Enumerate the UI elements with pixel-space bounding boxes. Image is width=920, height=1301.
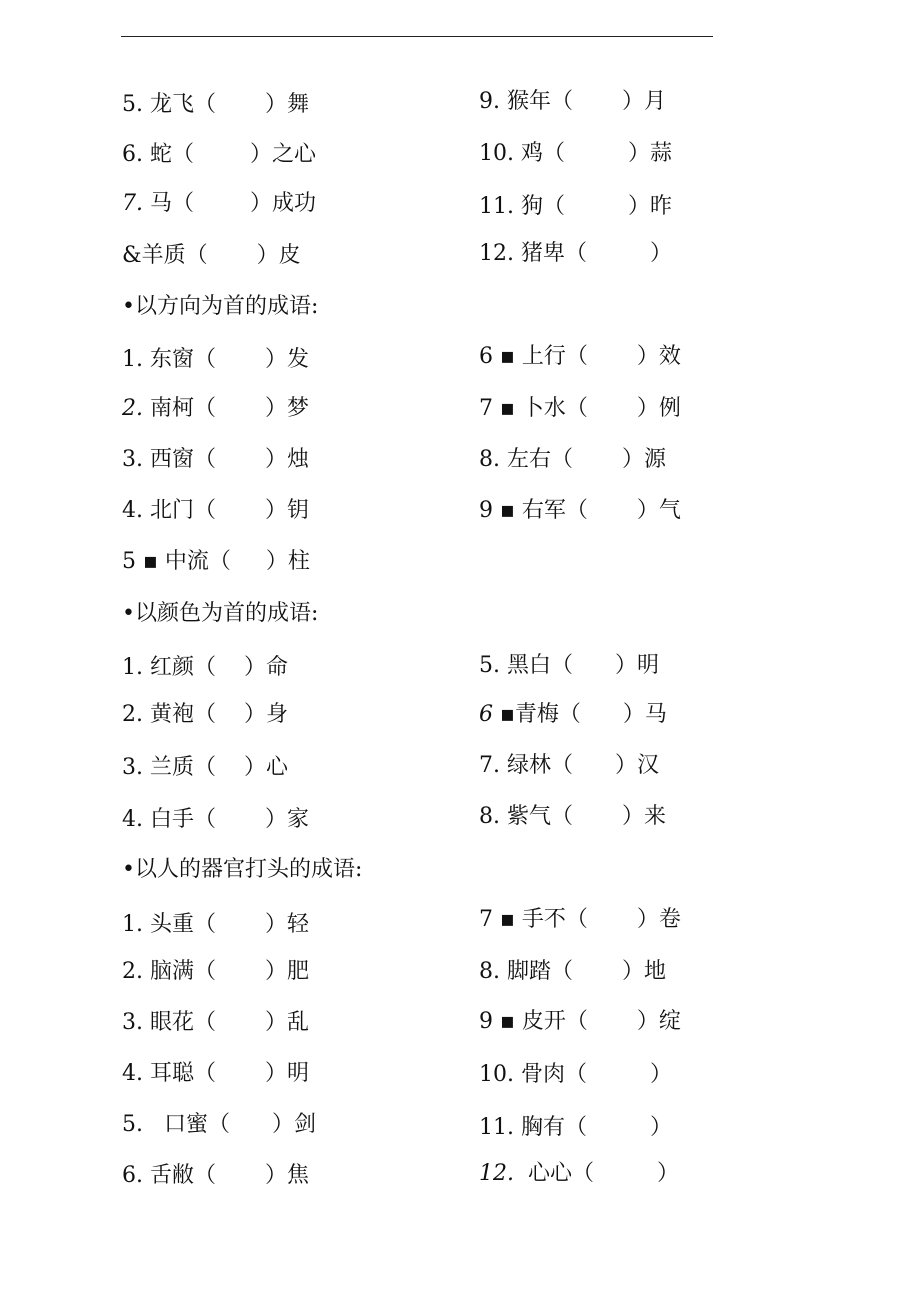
idiom-item bbox=[122, 395, 309, 423]
idiom-item bbox=[479, 752, 659, 780]
item-prefix: 黄袍（ bbox=[149, 702, 216, 727]
item-number: 6. bbox=[122, 142, 150, 167]
item-prefix: 紫气（ bbox=[506, 804, 573, 829]
idiom-item bbox=[122, 1060, 309, 1088]
item-suffix: ）源 bbox=[621, 447, 666, 472]
item-prefix: 红颜（ bbox=[149, 655, 216, 680]
item-number: 5. bbox=[122, 1112, 164, 1137]
answer-blank[interactable] bbox=[216, 1009, 265, 1037]
item-number: & bbox=[122, 243, 142, 268]
item-suffix: ）身 bbox=[243, 702, 288, 727]
idiom-item bbox=[479, 652, 659, 680]
item-number: 7 ▪ bbox=[479, 396, 522, 421]
idiom-item bbox=[122, 754, 288, 782]
item-suffix: ）例 bbox=[636, 396, 681, 421]
item-number: 10. bbox=[479, 141, 521, 166]
item-number: 1. bbox=[122, 912, 150, 937]
item-suffix: ）家 bbox=[264, 807, 309, 832]
item-suffix: ）发 bbox=[264, 347, 309, 372]
item-number: 2. bbox=[122, 959, 150, 984]
answer-blank[interactable] bbox=[588, 906, 637, 934]
item-suffix: ）汉 bbox=[614, 753, 659, 778]
idiom-item bbox=[479, 1008, 681, 1036]
item-number: 8. bbox=[479, 959, 507, 984]
item-prefix: 左右（ bbox=[506, 447, 573, 472]
item-prefix: 胸有（ bbox=[520, 1115, 587, 1140]
item-suffix: ）钥 bbox=[264, 498, 309, 523]
answer-blank[interactable] bbox=[231, 548, 266, 576]
answer-blank[interactable] bbox=[587, 1114, 650, 1142]
idiom-item bbox=[479, 1114, 672, 1142]
item-prefix: 耳聪（ bbox=[149, 1061, 216, 1086]
item-prefix: 皮开（ bbox=[521, 1009, 588, 1034]
answer-blank[interactable] bbox=[216, 497, 265, 525]
item-prefix: 西窗（ bbox=[149, 447, 216, 472]
idiom-item bbox=[122, 141, 316, 169]
idiom-item bbox=[122, 497, 309, 525]
item-suffix: ）马 bbox=[622, 702, 667, 727]
item-suffix: ） bbox=[649, 241, 672, 266]
item-prefix: 眼花（ bbox=[149, 1010, 216, 1035]
item-suffix: ）成功 bbox=[249, 191, 316, 216]
item-number: 3. bbox=[122, 755, 150, 780]
answer-blank[interactable] bbox=[216, 701, 244, 729]
item-suffix: ）绽 bbox=[636, 1009, 681, 1034]
item-prefix: 黑白（ bbox=[506, 653, 573, 678]
idiom-item bbox=[122, 701, 288, 729]
item-number: 5 ▪ bbox=[122, 549, 165, 574]
idiom-item bbox=[479, 958, 666, 986]
answer-blank[interactable] bbox=[587, 240, 650, 268]
answer-blank[interactable] bbox=[565, 193, 628, 221]
item-suffix: ）肥 bbox=[264, 959, 309, 984]
item-number: 3. bbox=[122, 447, 150, 472]
idiom-item bbox=[122, 446, 309, 474]
item-number: 7 ▪ bbox=[479, 907, 522, 932]
idiom-item bbox=[122, 190, 316, 218]
section-heading-direction: •以方向为首的成语: bbox=[122, 294, 319, 319]
answer-blank[interactable] bbox=[216, 395, 265, 423]
item-number: 6 ▪ bbox=[479, 702, 515, 727]
answer-blank[interactable] bbox=[588, 395, 637, 423]
idiom-item bbox=[479, 193, 672, 221]
idiom-item bbox=[122, 911, 309, 939]
item-prefix: 头重（ bbox=[149, 912, 216, 937]
idiom-item bbox=[122, 958, 309, 986]
answer-blank[interactable] bbox=[573, 652, 615, 680]
answer-blank[interactable] bbox=[194, 141, 250, 169]
idiom-item bbox=[122, 242, 301, 270]
idiom-item bbox=[479, 240, 672, 268]
item-suffix: ）之心 bbox=[249, 142, 316, 167]
item-suffix: ）明 bbox=[264, 1061, 309, 1086]
item-number: 5. bbox=[122, 92, 150, 117]
item-prefix: 右军（ bbox=[521, 498, 588, 523]
answer-blank[interactable] bbox=[573, 803, 622, 831]
answer-blank[interactable] bbox=[216, 806, 265, 834]
idiom-item bbox=[122, 346, 309, 374]
item-suffix: ）地 bbox=[621, 959, 666, 984]
item-suffix: ）效 bbox=[636, 344, 681, 369]
item-suffix: ）柱 bbox=[265, 549, 310, 574]
item-suffix: ）梦 bbox=[264, 396, 309, 421]
section-heading-organ: •以人的器官打头的成语: bbox=[122, 857, 363, 882]
item-suffix: ） bbox=[649, 1115, 672, 1140]
item-suffix: ）烛 bbox=[264, 447, 309, 472]
item-prefix: 北门（ bbox=[149, 498, 216, 523]
item-prefix: 羊质（ bbox=[141, 243, 208, 268]
item-prefix: 马（ bbox=[149, 191, 194, 216]
item-number: 6. bbox=[122, 1163, 150, 1188]
answer-blank[interactable] bbox=[588, 1008, 637, 1036]
item-prefix: 猪卑（ bbox=[520, 241, 587, 266]
item-prefix: 白手（ bbox=[149, 807, 216, 832]
item-number: 12. bbox=[479, 1161, 528, 1186]
answer-blank[interactable] bbox=[581, 701, 623, 729]
answer-blank[interactable] bbox=[573, 88, 622, 116]
answer-blank[interactable] bbox=[208, 242, 257, 270]
answer-blank[interactable] bbox=[216, 911, 265, 939]
item-number: 1. bbox=[122, 347, 150, 372]
item-prefix: 中流（ bbox=[164, 549, 231, 574]
idiom-item bbox=[479, 140, 672, 168]
item-prefix: 脑满（ bbox=[149, 959, 216, 984]
item-suffix: ）皮 bbox=[256, 243, 301, 268]
item-number: 3. bbox=[122, 1010, 150, 1035]
idiom-item bbox=[122, 1162, 309, 1190]
item-number: 10. bbox=[479, 1062, 521, 1087]
answer-blank[interactable] bbox=[573, 446, 622, 474]
item-number: 2. bbox=[122, 702, 150, 727]
item-prefix: 南柯（ bbox=[149, 396, 216, 421]
item-number: 4. bbox=[122, 1061, 150, 1086]
item-suffix: ）来 bbox=[621, 804, 666, 829]
answer-blank[interactable] bbox=[573, 958, 622, 986]
item-suffix: ） bbox=[656, 1161, 679, 1186]
top-rule bbox=[121, 36, 713, 37]
item-prefix: 骨肉（ bbox=[520, 1062, 587, 1087]
item-number: 4. bbox=[122, 807, 150, 832]
idiom-item bbox=[479, 1061, 672, 1089]
item-prefix: 绿林（ bbox=[506, 753, 573, 778]
idiom-item bbox=[479, 497, 681, 525]
item-prefix: 兰质（ bbox=[149, 755, 216, 780]
answer-blank[interactable] bbox=[565, 140, 628, 168]
item-prefix: 狗（ bbox=[520, 194, 565, 219]
idiom-item bbox=[479, 906, 681, 934]
answer-blank[interactable] bbox=[573, 752, 615, 780]
item-prefix: 卜水（ bbox=[521, 396, 588, 421]
item-suffix: ）轻 bbox=[264, 912, 309, 937]
item-number: 4. bbox=[122, 498, 150, 523]
item-number: 7. bbox=[479, 753, 507, 778]
idiom-item bbox=[479, 343, 681, 371]
answer-blank[interactable] bbox=[216, 446, 265, 474]
item-suffix: ）昨 bbox=[627, 194, 672, 219]
item-suffix: ）卷 bbox=[636, 907, 681, 932]
item-prefix: 口蜜（ bbox=[163, 1112, 230, 1137]
answer-blank[interactable] bbox=[216, 91, 265, 119]
item-prefix: 心心（ bbox=[527, 1161, 594, 1186]
answer-blank[interactable] bbox=[594, 1160, 657, 1188]
item-suffix: ）气 bbox=[636, 498, 681, 523]
item-prefix: 舌敝（ bbox=[149, 1163, 216, 1188]
answer-blank[interactable] bbox=[216, 1162, 265, 1190]
idiom-item bbox=[479, 88, 666, 116]
idiom-item bbox=[479, 803, 666, 831]
item-suffix: ）舞 bbox=[264, 92, 309, 117]
idiom-item bbox=[122, 806, 309, 834]
item-suffix: ）明 bbox=[614, 653, 659, 678]
item-number: 7. bbox=[122, 191, 150, 216]
item-number: 8. bbox=[479, 804, 507, 829]
item-number: 1. bbox=[122, 655, 150, 680]
item-number: 9 ▪ bbox=[479, 1009, 522, 1034]
item-prefix: 蛇（ bbox=[149, 142, 194, 167]
answer-blank[interactable] bbox=[588, 497, 637, 525]
answer-blank[interactable] bbox=[194, 190, 250, 218]
answer-blank[interactable] bbox=[588, 343, 637, 371]
answer-blank[interactable] bbox=[587, 1061, 650, 1089]
item-number: 11. bbox=[479, 1115, 521, 1140]
item-number: 5. bbox=[479, 653, 507, 678]
item-number: 6 ▪ bbox=[479, 344, 522, 369]
idiom-item bbox=[122, 91, 309, 119]
item-prefix: 龙飞（ bbox=[149, 92, 216, 117]
answer-blank[interactable] bbox=[216, 654, 244, 682]
answer-blank[interactable] bbox=[216, 754, 244, 782]
item-prefix: 手不（ bbox=[521, 907, 588, 932]
answer-blank[interactable] bbox=[216, 1060, 265, 1088]
item-number: 2. bbox=[122, 396, 150, 421]
answer-blank[interactable] bbox=[216, 958, 265, 986]
item-suffix: ）月 bbox=[621, 89, 666, 114]
item-suffix: ）焦 bbox=[264, 1163, 309, 1188]
answer-blank[interactable] bbox=[230, 1111, 272, 1139]
item-suffix: ）心 bbox=[243, 755, 288, 780]
item-number: 9 ▪ bbox=[479, 498, 522, 523]
item-number: 11. bbox=[479, 194, 521, 219]
item-number: 8. bbox=[479, 447, 507, 472]
idiom-item bbox=[479, 446, 666, 474]
idiom-item bbox=[122, 548, 310, 576]
idiom-item bbox=[122, 654, 288, 682]
idiom-item bbox=[479, 701, 667, 729]
answer-blank[interactable] bbox=[216, 346, 265, 374]
item-number: 9. bbox=[479, 89, 507, 114]
idiom-item bbox=[122, 1111, 316, 1139]
section-heading-color: •以颜色为首的成语: bbox=[122, 601, 319, 626]
item-prefix: 上行（ bbox=[521, 344, 588, 369]
idiom-item bbox=[479, 1160, 679, 1188]
item-prefix: 鸡（ bbox=[520, 141, 565, 166]
item-prefix: 脚踏（ bbox=[506, 959, 573, 984]
item-suffix: ）乱 bbox=[264, 1010, 309, 1035]
idiom-item bbox=[122, 1009, 309, 1037]
idiom-item bbox=[479, 395, 681, 423]
item-number: 12. bbox=[479, 241, 521, 266]
item-suffix: ）蒜 bbox=[627, 141, 672, 166]
item-suffix: ）剑 bbox=[271, 1112, 316, 1137]
item-prefix: 猴年（ bbox=[506, 89, 573, 114]
item-suffix: ）命 bbox=[243, 655, 288, 680]
item-prefix: 青梅（ bbox=[514, 702, 581, 727]
item-suffix: ） bbox=[649, 1062, 672, 1087]
item-prefix: 东窗（ bbox=[149, 347, 216, 372]
